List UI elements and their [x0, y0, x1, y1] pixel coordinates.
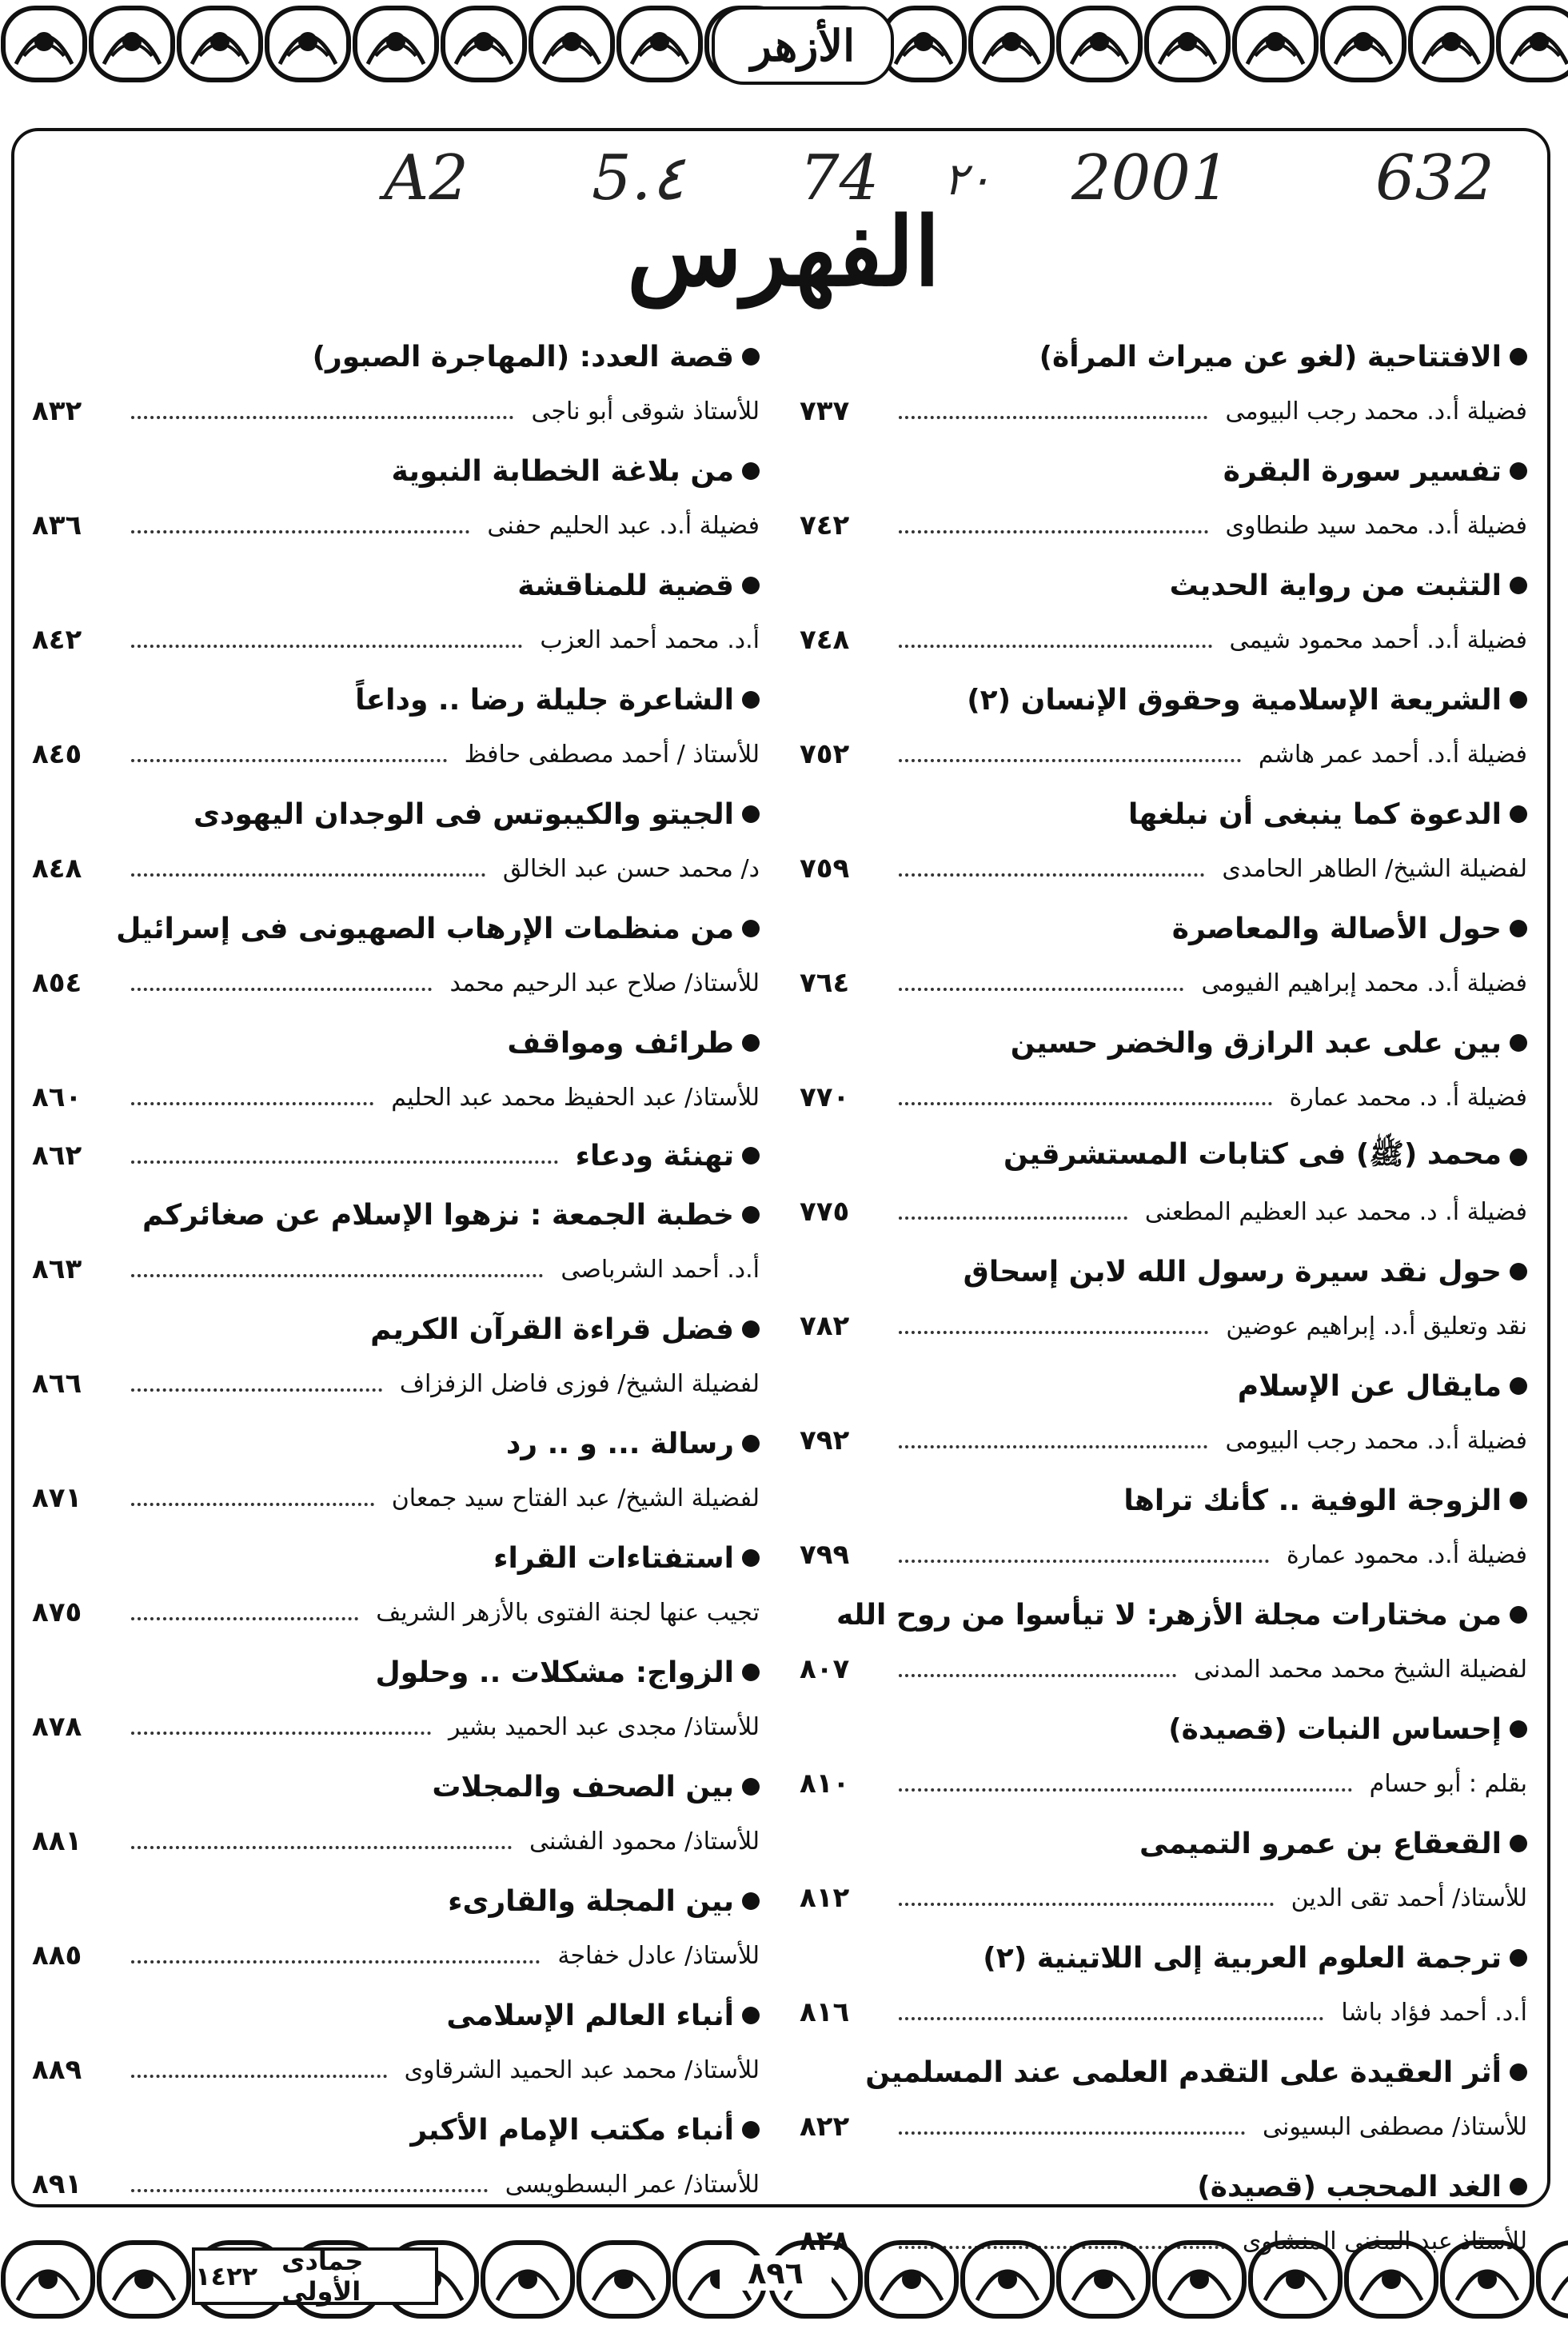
entry-page: ٨٤٨	[32, 853, 82, 885]
entry-title: استفتاءات القراء	[493, 1541, 734, 1575]
toc-entry	[800, 1586, 1527, 1700]
bullet-icon	[1510, 2178, 1527, 2195]
toc-entry	[32, 1644, 760, 1758]
dot-leader	[131, 416, 513, 419]
bullet-icon	[1510, 1149, 1527, 1166]
entry-page: ٧٤٨	[800, 624, 850, 656]
page-number: ٨٩٦	[720, 2255, 832, 2291]
entry-author: فضيلة أ.د. محمد إبراهيم الفيومى	[1201, 969, 1527, 997]
entry-page: ٨١٢	[800, 1882, 850, 1914]
entry-author: للأستاذ/ مجدى عبد الحميد بشير	[448, 1712, 760, 1741]
entry-author: نقد وتعليق أ.د. إبراهيم عوضين	[1226, 1312, 1527, 1340]
toc-entry	[800, 1929, 1527, 2043]
bullet-icon	[1510, 1263, 1527, 1280]
entry-page: ٨٧٨	[32, 1711, 82, 1743]
entry-author: أ.د. محمد أحمد العزب	[540, 625, 760, 654]
entry-author: للأستاذ شوقى أبو ناجى	[531, 397, 760, 425]
magazine-logo	[712, 6, 894, 85]
entry-author: للأستاذ/ عبد الحفيظ محمد عبد الحليم	[391, 1083, 760, 1112]
entry-title: إحساس النبات (قصيدة)	[1168, 1712, 1502, 1746]
toc-entry	[800, 557, 1527, 671]
bullet-icon	[1510, 1949, 1527, 1967]
bullet-icon	[742, 1034, 760, 1052]
bullet-icon	[1510, 920, 1527, 937]
entry-author: لفضيلة الشيخ/ عبد الفتاح سيد جمعان	[391, 1484, 760, 1512]
entry-author: د/ محمد حسن عبد الخالق	[502, 854, 760, 883]
entry-title: ترجمة العلوم العربية إلى اللاتينية (٢)	[983, 1941, 1502, 1975]
bullet-icon	[1510, 1606, 1527, 1624]
issue-year: ١٤٢٢	[195, 2261, 258, 2291]
dot-leader	[899, 1216, 1127, 1220]
toc-entry	[32, 1529, 760, 1644]
entry-title: الافتتاحية (لغو عن ميراث المرأة)	[1039, 340, 1502, 374]
entry-author: فضيلة أ.د. محمد رجب البيومى	[1225, 397, 1527, 425]
toc-entry	[32, 1186, 760, 1300]
issue-month: جمادى الأولى	[281, 2246, 364, 2307]
toc-entry	[800, 1472, 1527, 1586]
dot-leader	[131, 988, 432, 991]
dot-leader	[899, 1331, 1208, 1334]
handwritten-note: 632	[1375, 142, 1494, 214]
entry-author: فضيلة أ.د. محمد سيد طنطاوى	[1225, 511, 1527, 540]
dot-leader	[899, 873, 1204, 877]
entry-page: ٨٨٥	[32, 1940, 82, 1971]
entry-title: الشريعة الإسلامية وحقوق الإنسان (٢)	[967, 683, 1502, 717]
bullet-icon	[1510, 1377, 1527, 1395]
entry-author: لفضيلة الشيخ/ الطاهر الحامدى	[1222, 854, 1527, 883]
dot-leader	[131, 645, 522, 648]
toc-entry	[800, 2043, 1527, 2158]
entry-author: فضيلة أ. د. محمد عبد العظيم المطعنى	[1144, 1197, 1527, 1226]
entry-title: بين على عبد الرازق والخضر حسين	[1010, 1026, 1502, 1060]
dot-leader	[131, 1388, 382, 1392]
bullet-icon	[742, 2007, 760, 2024]
toc-entry	[32, 1129, 760, 1186]
entry-title: مايقال عن الإسلام	[1237, 1369, 1502, 1403]
entry-title: رسالة ... و .. رد	[505, 1427, 734, 1460]
toc-entry	[32, 1872, 760, 1987]
entry-title: من مختارات مجلة الأزهر: لا تيأسوا من روح الله	[836, 1598, 1502, 1632]
entry-page: ٨٢٢	[800, 2111, 850, 2143]
toc-entry	[32, 442, 760, 557]
bullet-icon	[742, 2121, 760, 2139]
toc-entry	[32, 328, 760, 442]
entry-title: الدعوة كما ينبغى أن نبلغها	[1127, 797, 1502, 831]
bullet-icon	[742, 348, 760, 366]
entry-author: بقلم : أبو حسام	[1369, 1769, 1527, 1798]
entry-page: ٧٥٢	[800, 738, 850, 770]
entry-author: للأستاذ/ صلاح عبد الرحيم محمد	[449, 969, 760, 997]
entry-page: ٧٨٢	[800, 1310, 850, 1342]
entry-title: أثر العقيدة على التقدم العلمى عند المسلمين	[865, 2055, 1502, 2089]
entry-author: لفضيلة الشيخ/ فوزى فاضل الزفزاف	[399, 1369, 760, 1398]
entry-title: أنباء مكتب الإمام الأكبر	[410, 2113, 734, 2147]
bullet-icon	[1510, 462, 1527, 480]
bullet-icon	[1510, 805, 1527, 823]
dot-leader	[899, 1102, 1272, 1105]
entry-title: الجيتو والكيبوتس فى الوجدان اليهودى	[193, 797, 734, 831]
page-title: الفهرس	[627, 196, 940, 307]
dot-leader	[131, 1274, 543, 1277]
dot-leader	[131, 1846, 512, 1849]
bullet-icon	[1510, 348, 1527, 366]
entry-author: للأستاذ/ أحمد تقى الدين	[1291, 1884, 1527, 1912]
handwritten-note: 5.٤	[592, 142, 685, 214]
toc-entry	[32, 1415, 760, 1529]
toc-entry	[32, 1758, 760, 1872]
toc-entry	[32, 1014, 760, 1129]
dot-leader	[899, 988, 1183, 991]
bullet-icon	[1510, 691, 1527, 709]
entry-author: للأستاذ/ عادل خفاجة	[557, 1941, 760, 1970]
toc-entry	[800, 1700, 1527, 1815]
bullet-icon	[742, 1892, 760, 1910]
toc-column-right	[800, 328, 1527, 2203]
toc-entry	[800, 1129, 1527, 1243]
entry-title: من بلاغة الخطابة النبوية	[391, 454, 734, 488]
entry-title: بين المجلة والقارىء	[448, 1884, 734, 1918]
bullet-icon	[1510, 1835, 1527, 1852]
dot-leader	[131, 873, 485, 877]
toc-column-left	[32, 328, 760, 2200]
entry-author: فضيلة أ.د. أحمد محمود شيمى	[1229, 625, 1527, 654]
entry-title: فضل قراءة القرآن الكريم	[370, 1312, 734, 1346]
entry-author: للأستاذ/ عمر البسطويسى	[505, 2170, 760, 2199]
dot-leader	[899, 1788, 1352, 1792]
entry-page: ٨٦٣	[32, 1253, 82, 1285]
entry-page: ٨٧٥	[32, 1596, 82, 1628]
entry-page: ٨٦٢	[32, 1140, 82, 1172]
toc-entry	[32, 557, 760, 671]
entry-page: ٨٧١	[32, 1482, 82, 1514]
entry-page: ٨٣٢	[32, 395, 82, 427]
entry-author: للأستاذ / أحمد مصطفى حافظ	[464, 740, 760, 769]
entry-page: ٧٩٢	[800, 1424, 850, 1456]
dot-leader	[899, 1560, 1269, 1563]
entry-page: ٨٠٧	[800, 1653, 850, 1685]
entry-author: للأستاذ/ محمود الفشنى	[529, 1827, 760, 1856]
bullet-icon	[742, 691, 760, 709]
toc-entry	[32, 900, 760, 1014]
entry-page: ٨٤٢	[32, 624, 82, 656]
entry-title: طرائف ومواقف	[507, 1026, 734, 1060]
dot-leader	[131, 1161, 558, 1164]
entry-author: فضيلة أ.د. أحمد عمر هاشم	[1258, 740, 1527, 769]
entry-page: ٨١٠	[800, 1768, 850, 1800]
entry-author: فضيلة أ.د. محمد رجب البيومى	[1225, 1426, 1527, 1455]
entry-title: خطبة الجمعة : نزهوا الإسلام عن صغائركم	[142, 1198, 734, 1232]
entry-page: ٨١٦	[800, 1996, 850, 2028]
bullet-icon	[742, 1147, 760, 1165]
dot-leader	[131, 1102, 373, 1105]
toc-entry	[800, 900, 1527, 1014]
entry-author: فضيلة أ. د. محمد عمارة	[1289, 1083, 1527, 1112]
entry-page: ٧٤٢	[800, 509, 850, 541]
dot-leader	[131, 759, 447, 762]
entry-title: حول نقد سيرة رسول الله لابن إسحاق	[963, 1255, 1502, 1288]
handwritten-note: ٢٠	[944, 154, 992, 206]
dot-leader	[899, 759, 1241, 762]
entry-page: ٨٨١	[32, 1825, 82, 1857]
entry-title: الزوجة الوفية .. كأنك تراها	[1123, 1484, 1502, 1517]
bullet-icon	[1510, 1720, 1527, 1738]
dot-leader	[899, 1903, 1274, 1906]
entry-title: التثبت من رواية الحديث	[1169, 569, 1502, 602]
toc-entry	[32, 2101, 760, 2215]
entry-page: ٨٨٩	[32, 2054, 82, 2086]
toc-entry	[32, 1987, 760, 2101]
bullet-icon	[742, 1206, 760, 1224]
handwritten-note: 74	[800, 142, 880, 214]
dot-leader	[899, 416, 1207, 419]
bullet-icon	[742, 1320, 760, 1338]
entry-page: ٧٥٩	[800, 853, 850, 885]
dot-leader	[131, 2075, 387, 2078]
entry-author: لفضيلة الشيخ محمد محمد المدنى	[1193, 1655, 1527, 1684]
entry-title: الشاعرة جليلة رضا .. وداعاً	[355, 683, 734, 717]
bullet-icon	[742, 805, 760, 823]
toc-entry	[800, 1815, 1527, 1929]
entry-author: أ.د. أحمد فؤاد باشا	[1341, 1998, 1527, 2027]
dot-leader	[899, 1674, 1176, 1677]
toc-entry	[800, 785, 1527, 900]
entry-page: ٨٦٦	[32, 1368, 82, 1400]
dot-leader	[131, 1503, 374, 1506]
entry-author: للأستاذ/ محمد عبد الحميد الشرقاوى	[404, 2055, 760, 2084]
entry-title: الغد المحجب (قصيدة)	[1197, 2170, 1502, 2203]
handwritten-note: A2	[384, 142, 469, 214]
bullet-icon	[1510, 1034, 1527, 1052]
issue-date-box	[192, 2247, 438, 2305]
toc-entry	[32, 671, 760, 785]
dot-leader	[131, 2189, 488, 2192]
bullet-icon	[742, 1664, 760, 1681]
toc-entry	[800, 1014, 1527, 1129]
entry-title: أنباء العالم الإسلامى	[446, 1999, 734, 2032]
dot-leader	[131, 1732, 431, 1735]
dot-leader	[131, 530, 469, 533]
entry-page: ٧٧٠	[800, 1081, 850, 1113]
entry-title: تهنئة ودعاء	[575, 1139, 734, 1172]
dot-leader	[899, 530, 1208, 533]
entry-page: ٨٣٦	[32, 509, 82, 541]
entry-page: ٨٩١	[32, 2168, 82, 2200]
bullet-icon	[1510, 1492, 1527, 1509]
toc-entry	[32, 1300, 760, 1415]
entry-title: تفسير سورة البقرة	[1223, 454, 1502, 488]
toc-entry	[800, 442, 1527, 557]
entry-author: فضيلة أ.د. عبد الحليم حفنى	[487, 511, 760, 540]
bullet-icon	[742, 920, 760, 937]
entry-author: تجيب عنها لجنة الفتوى بالأزهر الشريف	[376, 1598, 760, 1627]
entry-title: حول الأصالة والمعاصرة	[1171, 912, 1502, 945]
toc-entry	[800, 671, 1527, 785]
bullet-icon	[742, 577, 760, 594]
entry-title: القعقاع بن عمرو التميمى	[1139, 1827, 1502, 1860]
entry-title: قضية للمناقشة	[517, 569, 734, 602]
entry-page: ٧٣٧	[800, 395, 850, 427]
entry-page: ٨٤٥	[32, 738, 82, 770]
bullet-icon	[1510, 577, 1527, 594]
bullet-icon	[742, 1435, 760, 1452]
toc-entry	[800, 1243, 1527, 1357]
entry-page: ٨٥٤	[32, 967, 82, 999]
entry-title: الزواج: مشكلات .. وحلول	[375, 1656, 734, 1689]
bullet-icon	[1510, 2063, 1527, 2081]
entry-page: ٨٦٠	[32, 1081, 82, 1113]
logo-text: الأزهر	[750, 20, 856, 71]
entry-page: ٧٧٥	[800, 1196, 850, 1228]
dot-leader	[131, 1960, 540, 1963]
dot-leader	[899, 2131, 1245, 2135]
toc-entry	[800, 328, 1527, 442]
entry-title: من منظمات الإرهاب الصهيونى فى إسرائيل	[116, 912, 734, 945]
entry-author: فضيلة أ.د. محمود عمارة	[1286, 1540, 1527, 1569]
bullet-icon	[742, 1549, 760, 1567]
bullet-icon	[742, 462, 760, 480]
entry-author: أ.د. أحمد الشرباصى	[561, 1255, 760, 1284]
dot-leader	[899, 645, 1212, 648]
entry-author: للأستاذ/ مصطفى البسيونى	[1263, 2112, 1527, 2141]
handwritten-note: 2001	[1071, 142, 1231, 214]
entry-title: بين الصحف والمجلات	[432, 1770, 734, 1804]
toc-entry	[800, 1357, 1527, 1472]
bullet-icon	[742, 1778, 760, 1796]
entry-title: محمد (ﷺ) فى كتابات المستشرقين	[1003, 1138, 1502, 1171]
entry-page: ٧٦٤	[800, 967, 850, 999]
dot-leader	[899, 2017, 1323, 2020]
toc-entry	[32, 785, 760, 900]
entry-title: قصة العدد: (المهاجرة الصبور)	[312, 340, 734, 374]
dot-leader	[899, 1445, 1207, 1448]
entry-page: ٧٩٩	[800, 1539, 850, 1571]
dot-leader	[131, 1617, 358, 1620]
